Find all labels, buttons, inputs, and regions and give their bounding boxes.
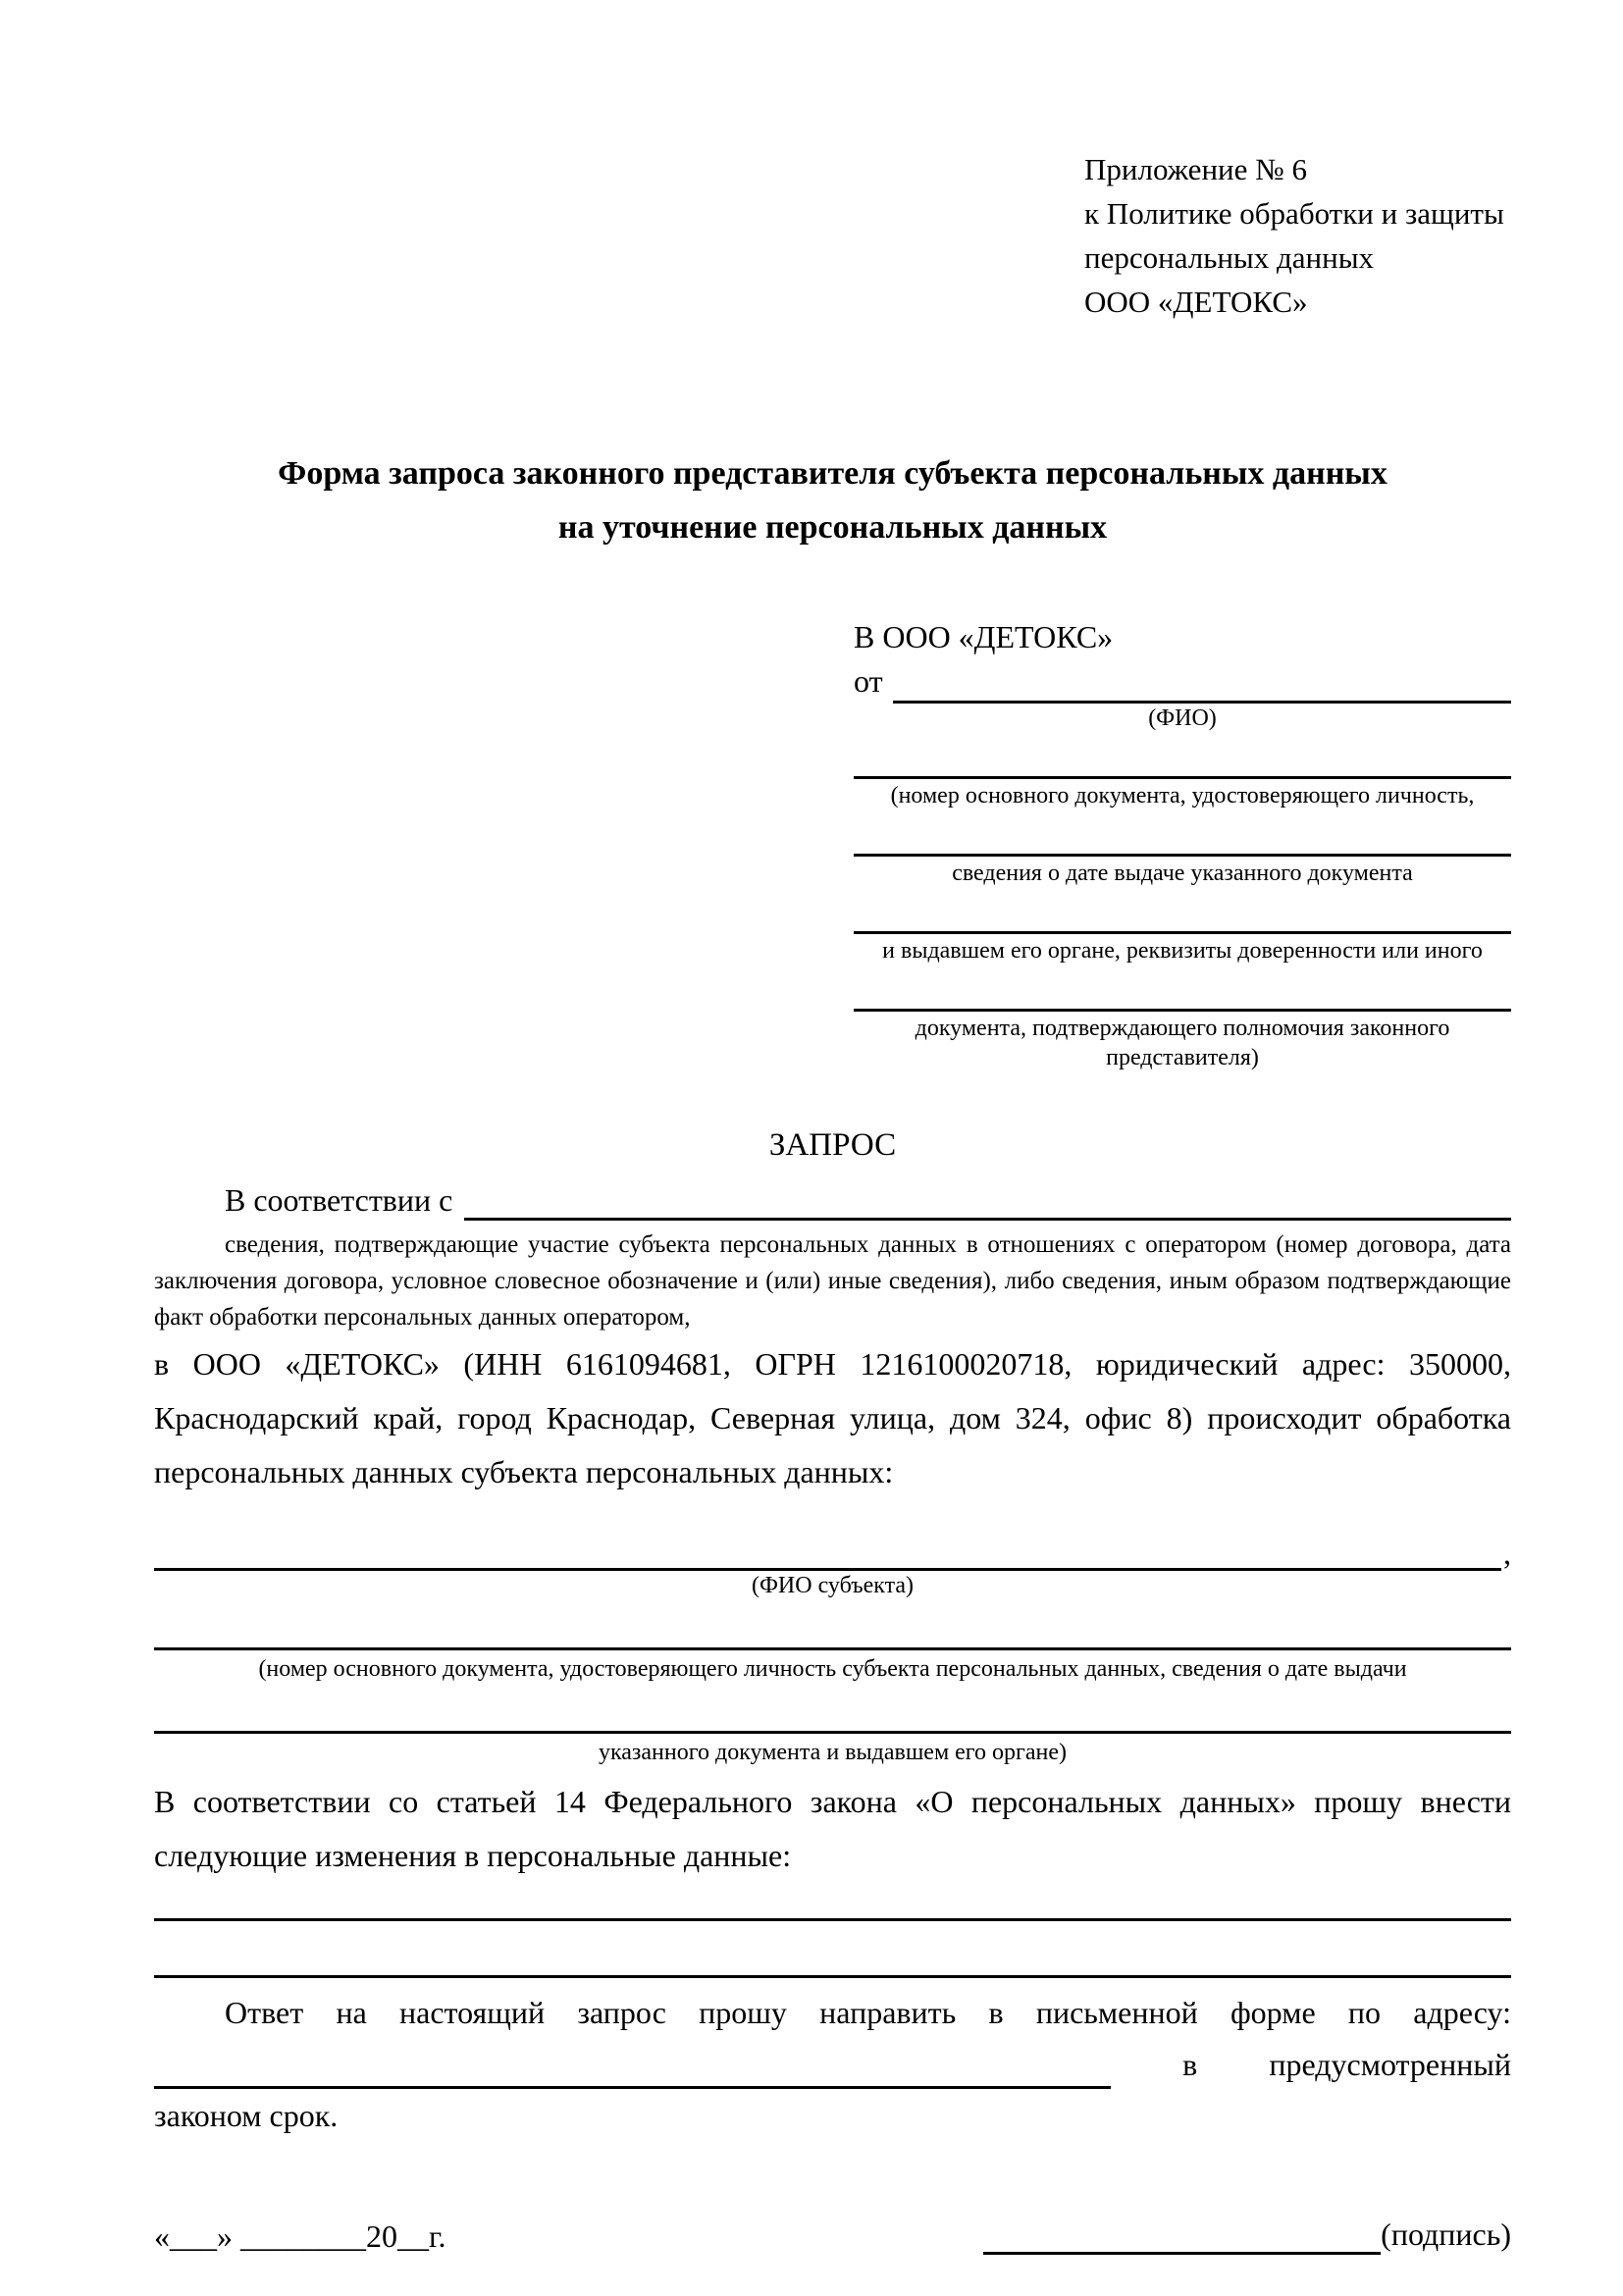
doc-caption: документа, подтверждающего полномочия законного представителя)	[915, 1016, 1450, 1070]
date-line: «___» ________20__г.	[154, 2218, 446, 2254]
basis-row	[154, 1179, 1511, 1221]
basis-label: В соответствии с	[225, 1182, 453, 1218]
changes-fill-line	[154, 1921, 1511, 1978]
changes-fill-line	[154, 1883, 1511, 1921]
operator-paragraph: в ООО «ДЕТОКС» (ИНН 6161094681, ОГРН 1216100020718, юридический адрес: 350000, Краснодарский край, город Краснодар, Северная улица, дом 324, офис 8) происходит обработка персональных данных субъекта персональных данных:	[154, 1346, 1511, 1489]
answer-paragraph-line3: законом срок.	[154, 2098, 339, 2133]
address-fill-line	[154, 2047, 1111, 2089]
addressee-block	[854, 615, 1511, 1072]
subject-doc-unit	[154, 1600, 1511, 1684]
doc-fill-unit	[854, 888, 1511, 965]
subject-doc-caption: указанного документа и выдавшем его органе)	[598, 1740, 1068, 1765]
signature-block	[983, 2214, 1511, 2255]
appendix-line: ООО «ДЕТОКС»	[1084, 285, 1308, 319]
basis-footnote: сведения, подтверждающие участие субъекта персональных данных в отношениях с оператором (номер договора, дата заключения договора, условное словесное обозначение и (или) иные сведения), либо сведения, иным образом подтверждающие факт обработки персональных данных оператором,	[154, 1231, 1511, 1331]
appendix-header	[1084, 147, 1511, 324]
subject-doc-line	[154, 1684, 1511, 1734]
doc-fill-line	[854, 810, 1511, 857]
title-line: Форма запроса законного представителя субъекта персональных данных	[278, 455, 1387, 492]
answer-word: предусмотренный	[1269, 2047, 1511, 2082]
doc-fill-line	[854, 888, 1511, 934]
doc-fill-unit	[854, 810, 1511, 888]
subject-fio-line	[154, 1529, 1501, 1571]
subject-doc-unit	[154, 1684, 1511, 1767]
signature-fill-line	[983, 2217, 1381, 2255]
from-row	[854, 659, 1511, 704]
appendix-line: персональных данных	[1084, 240, 1375, 275]
request-heading: ЗАПРОС	[768, 1127, 897, 1163]
document-title	[154, 446, 1511, 554]
doc-caption: (номер основного документа, удостоверяющего личность,	[890, 783, 1475, 809]
subject-fio-comma: ,	[1503, 1536, 1511, 1571]
doc-fill-unit	[854, 965, 1511, 1072]
subject-doc-line	[154, 1600, 1511, 1650]
doc-fill-line	[854, 965, 1511, 1012]
answer-paragraph-line1: Ответ на настоящий запрос прошу направить в письменной форме по адресу:	[225, 1995, 1511, 2030]
doc-fill-line	[854, 733, 1511, 779]
footer-row	[154, 2214, 1511, 2255]
fio-caption: (ФИО)	[1148, 705, 1217, 731]
addressee-to: В ООО «ДЕТОКС»	[854, 619, 1114, 654]
answer-paragraph-line2	[154, 2040, 1511, 2089]
appendix-line: к Политике обработки и защиты	[1084, 196, 1504, 231]
signature-caption: (подпись)	[1381, 2217, 1511, 2252]
law-paragraph: В соответствии со статьей 14 Федерального закона «О персональных данных» прошу внести следующие изменения в персональные данные:	[154, 1784, 1511, 1873]
basis-fill-line	[464, 1184, 1511, 1221]
subject-doc-caption: (номер основного документа, удостоверяющего личность субъекта персональных данных, сведения о дате выдачи	[258, 1656, 1407, 1682]
title-line: на уточнение персональных данных	[557, 509, 1108, 546]
answer-word: в	[1182, 2047, 1198, 2082]
from-fill-line	[893, 665, 1511, 704]
appendix-line: Приложение № 6	[1084, 152, 1307, 186]
doc-fill-unit	[854, 733, 1511, 810]
subject-fio-row	[154, 1529, 1511, 1571]
from-label: от	[854, 663, 883, 699]
doc-caption: сведения о дате выдаче указанного документа	[952, 861, 1413, 886]
doc-caption: и выдавшем его органе, реквизиты доверенности или иного	[882, 938, 1483, 964]
subject-fio-caption: (ФИО субъекта)	[751, 1573, 915, 1598]
